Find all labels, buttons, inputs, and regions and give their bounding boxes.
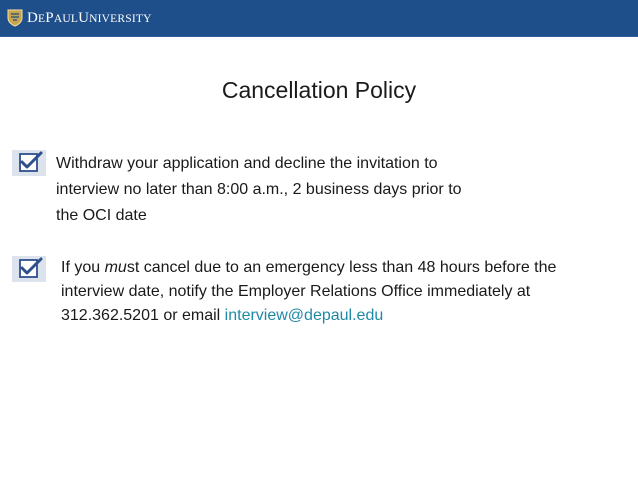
- emphasis-text: mu: [104, 259, 127, 276]
- checkbox-checked-icon: [12, 256, 46, 282]
- bullet-line: Withdraw your application and decline the invitation to: [56, 155, 438, 172]
- email-link[interactable]: interview@depaul.edu: [224, 307, 384, 324]
- bullet-line: interview no later than 8:00 a.m., 2 business days prior to: [56, 181, 462, 198]
- bullet-line: the OCI date: [56, 207, 147, 224]
- bullet-text: [56, 151, 576, 229]
- slide-title: Cancellation Policy: [221, 77, 417, 103]
- university-seal-icon: [7, 9, 23, 27]
- checkbox-checked-icon: [12, 150, 46, 176]
- bullet-line: interview date, notify the Employer Relations Office immediately at: [61, 283, 531, 300]
- header-bar: [0, 0, 638, 37]
- bullet-line: 312.362.5201 or email interview@depaul.edu: [61, 307, 384, 324]
- bullet-line: If you must cancel due to an emergency less than 48 hours before the: [61, 259, 557, 276]
- depaul-logo[interactable]: [7, 6, 152, 30]
- university-wordmark: DEPAULUNIVERSITY: [27, 9, 152, 26]
- bullet-text: [61, 256, 621, 328]
